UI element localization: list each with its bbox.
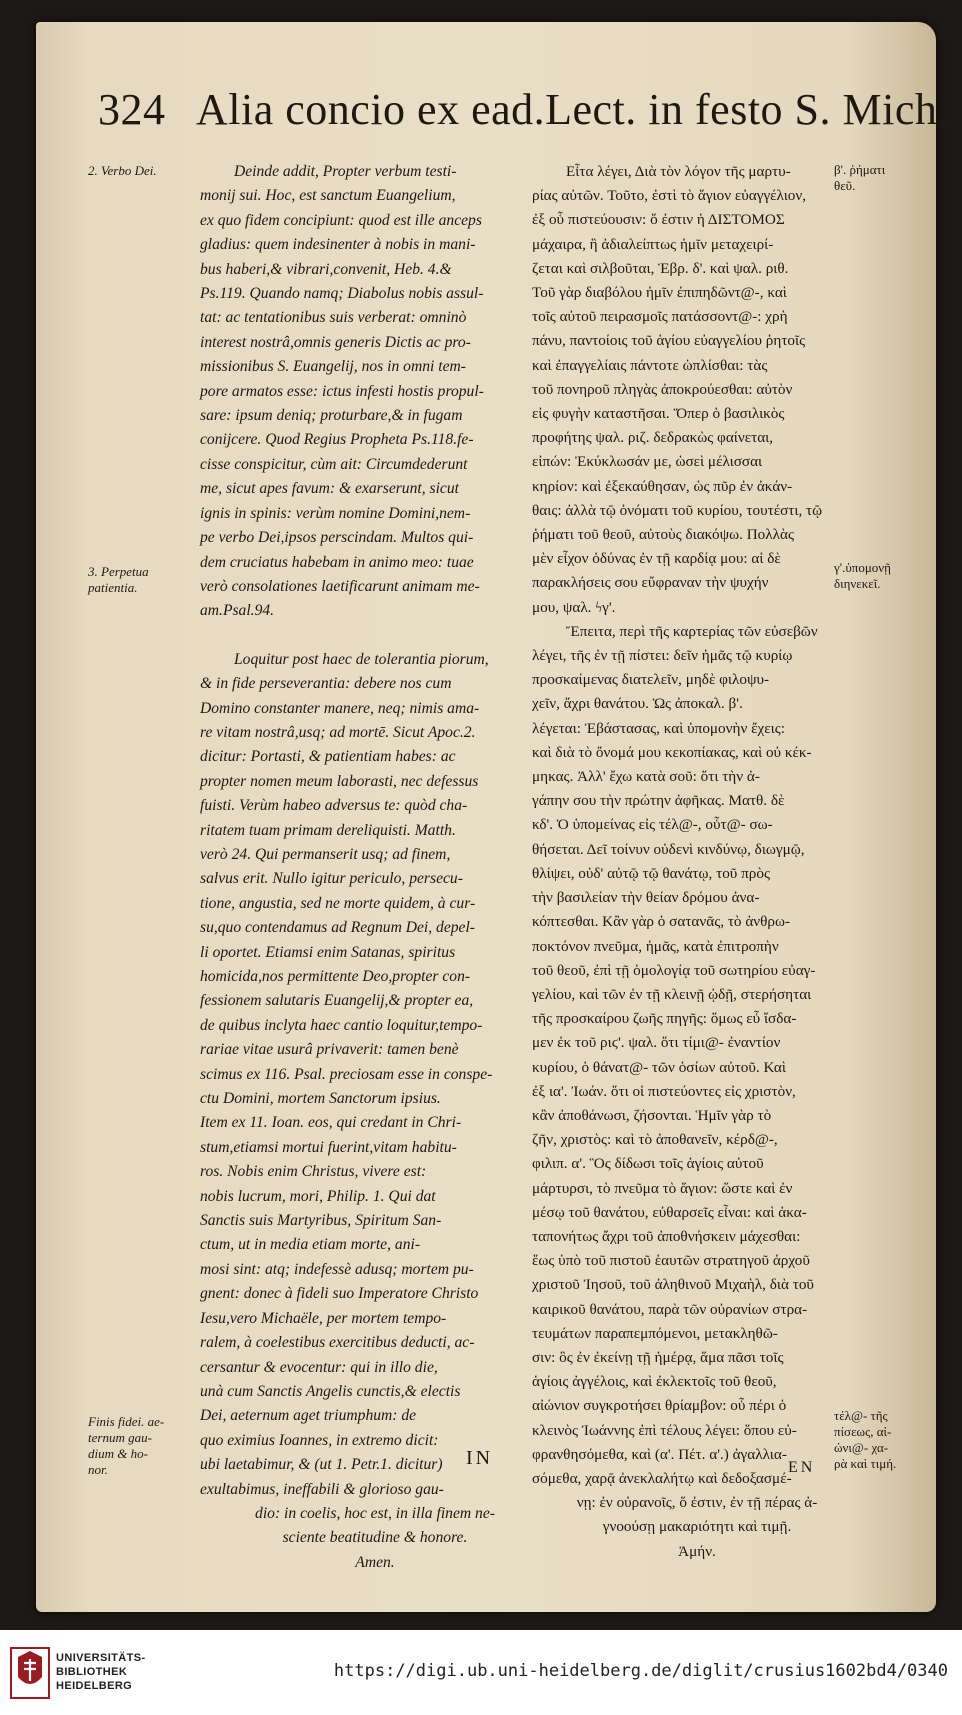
greek-text-line: θαις: ἀλλὰ τῷ ὀνόματι τοῦ κυρίου, τουτέστι, τῷ xyxy=(532,501,823,519)
greek-text-line: φιλιπ. α'. Ὃς δίδωσι τοῖς ἁγίοις αὐτοῦ xyxy=(532,1155,764,1173)
latin-text-line: dio: in coelis, hoc est, in illa finem ne- xyxy=(255,1504,495,1522)
latin-text-line: ubi laetabimur, & (ut 1. Petr.1. dicitur) xyxy=(200,1456,443,1474)
latin-text-line: fuisti. Verùm habeo adversus te: quòd cha- xyxy=(200,797,468,815)
greek-text-line: τῆς προσκαίρου ζωῆς πηγῆς: ὅμως εὖ ἴσδα- xyxy=(532,1010,797,1028)
latin-text-line: salvus erit. Nullo igitur periculo, persecu- xyxy=(200,870,463,888)
margin-note-telos-2: πίσεως, αἰ- xyxy=(834,1424,892,1439)
margin-note-dienekei: διηνεκεῖ. xyxy=(834,576,881,591)
library-name xyxy=(56,1651,146,1693)
latin-text-line: am.Psal.94. xyxy=(200,602,275,620)
latin-text-line: Item ex 11. Ioan. eos, qui credant in Chri- xyxy=(200,1114,462,1132)
latin-text-line: verò 24. Qui permanserit usq; ad finem, xyxy=(200,845,451,863)
latin-text-line: Domino constanter manere, neq; nimis ama- xyxy=(200,699,480,717)
university-seal-logo xyxy=(10,1647,50,1699)
latin-text-line: dem cruciatus habebam in animo meo: tuae xyxy=(200,553,474,571)
greek-text-line: καὶ ἐπαγγελίαις πάντοτε ὡπλίσθαι: τὰς xyxy=(532,356,768,374)
greek-column xyxy=(532,160,862,1560)
latin-text-line: Ps.119. Quando namq; Diabolus nobis assul- xyxy=(200,285,484,303)
latin-text-line: interest nostrâ,omnis generis Dictis ac pro- xyxy=(200,333,471,351)
latin-text-line: cisse conspicitur, cùm ait: Circumdederunt xyxy=(200,455,468,473)
greek-text-line: ρίας αὐτῶν. Τοῦτο, ἐστὶ τὸ ἅγιον εὐαγγέλιον, xyxy=(532,187,807,205)
greek-text-line: κυρίου, ὁ θάνατ@- τῶν ὁσίων αὐτοῦ. Καὶ xyxy=(532,1058,786,1076)
latin-text-line: mosi sint: atq; indefessè adusq; mortem pu- xyxy=(200,1260,474,1278)
library-name-line-1: UNIVERSITÄTS- xyxy=(56,1652,146,1664)
greek-text-line: φρανθησόμεθα, καὶ (α'. Πέτ. α'.) ἀγαλλια- xyxy=(532,1445,787,1463)
greek-text-line: προσκαίμενας διατελεῖν, μηδὲ φιλοψυ- xyxy=(532,671,770,689)
latin-text-line: monij sui. Hoc, est sanctum Euangelium, xyxy=(200,187,456,205)
latin-text-line: bus haberi,& vibrari,convenit, Heb. 4.& xyxy=(200,260,452,278)
latin-text-line: rariae vitae usurâ privaverit: tamen benè xyxy=(200,1041,459,1059)
greek-text-line: μηκας. Ἀλλ' ἔχω κατὰ σοῦ: ὅτι τὴν ἀ- xyxy=(532,768,760,786)
greek-text-line: Τοῦ γὰρ διαβόλου ἡμῖν ἐπιπηδῶντ@-, καὶ xyxy=(532,284,787,302)
latin-text-line: ex quo fidem concipiunt: quod est ille anceps xyxy=(200,211,482,229)
latin-text-line: ctum, ut in media etiam morte, ani- xyxy=(200,1236,421,1254)
greek-text-line: αἰώνιον συγκροτήσει θρίαμβον: οὗ πέρι ὁ xyxy=(532,1397,787,1415)
greek-text-line: κόπτεσθαι. Κἂν γὰρ ὁ σατανᾶς, τὸ ἀνθρω- xyxy=(532,913,791,931)
latin-text-line: unà cum Sanctis Angelis cunctis,& electis xyxy=(200,1382,461,1400)
page-number: 324 xyxy=(98,85,166,134)
latin-text-line: Iesu,vero Michaële, per mortem tempo- xyxy=(200,1309,447,1327)
latin-text-line: dicitur: Portasti, & patientiam habes: ac xyxy=(200,748,456,766)
greek-text-line: γνοούσῃ μακαριότητι καὶ τιμῇ. xyxy=(602,1518,792,1536)
latin-text-line: stum,etiamsi mortui fuerint,vitam habitu- xyxy=(200,1138,457,1156)
greek-text-line: ἕως ὑπὸ τοῦ πιστοῦ ἑαυτῶν στρατηγοῦ ἀρχοῦ xyxy=(532,1252,810,1270)
greek-text-line: σιν: ὃς ἐν ἐκείνῃ τῇ ἡμέρᾳ, ἅμα πᾶσι τοῖς xyxy=(532,1348,784,1366)
margin-note-finis-fidei-4: nor. xyxy=(88,1462,108,1477)
greek-text-line: μέσῳ τοῦ θανάτου, εὐθαρσεῖς εἶναι: καὶ ἀκα- xyxy=(532,1203,807,1221)
greek-text-line: λέγει, τῆς ἐν τῇ πίστει: δεῖν ἡμᾶς τῷ κυρίῳ xyxy=(532,647,793,665)
greek-text-line: εἰς φυγὴν καταστῆσαι. Ὅπερ ὁ βασιλικὸς xyxy=(532,405,785,423)
greek-text-line: κηρίον: καὶ ἐξεκαύθησαν, ὡς πῦρ ἐν ἀκάν- xyxy=(532,477,793,495)
latin-text-line: me, sicut apes favum: & exarserunt, sicut xyxy=(200,480,459,498)
greek-text-line: εἰπών: Ἐκύκλωσάν με, ὡσεὶ μέλισσαι xyxy=(532,453,763,471)
margin-note-perpetua: 3. Perpetua xyxy=(88,564,149,579)
margin-note-finis-fidei-3: dium & ho- xyxy=(88,1446,148,1461)
greek-text-line: σόμεθα, χαρᾷ ἀνεκλαλήτῳ καὶ δεδοξασμέ- xyxy=(532,1469,792,1487)
greek-text-line: τοῦ πονηροῦ πληγὰς ἀποκρούεσθαι: αὐτὸν xyxy=(532,380,793,398)
latin-text-line: propter nomen meum laborasti, nec defessus xyxy=(200,772,479,790)
greek-text-line: θλίψει, οὐδ' αὐτῷ τῷ θανάτῳ, τοῦ πρὸς xyxy=(532,864,770,882)
greek-text-line: τευμάτων παραπεμπόμενοι, μετακληθῶ- xyxy=(532,1324,778,1342)
greek-text-line: παρακλήσεις σου εὔφραναν τὴν ψυχήν xyxy=(532,574,769,592)
margin-note-finis-fidei-2: ternum gau- xyxy=(88,1430,152,1445)
greek-text-line: κἂν ἀποθάνωσι, ζήσονται. Ἡμῖν γὰρ τὸ xyxy=(532,1106,772,1124)
greek-text-line: τὴν βασιλείαν τὴν θείαν δρόμου ἀνα- xyxy=(532,889,760,907)
permalink-url[interactable]: https://digi.ub.uni-heidelberg.de/diglit/crusius1602bd4/0340 xyxy=(333,1661,948,1681)
greek-text-line: μάρτυρσι, τὸ πνεῦμα τὸ ἅγιον: ὥστε καὶ ἐν xyxy=(532,1179,793,1197)
greek-text-line: μεν ἐκ τοῦ ριϛ'. ψαλ. ὅτι τίμι@- ἐναντίον xyxy=(532,1034,781,1052)
greek-text-line: ἐξ ια'. Ἰωάν. ὅτι οἱ πιστεύοντες εἰς χριστὸν, xyxy=(532,1082,796,1100)
greek-text-line: χεῖν, ἄχρι θανάτου. Ὡς ἀποκαλ. β'. xyxy=(532,695,743,713)
latin-text-line: li oportet. Etiamsi enim Satanas, spiritus xyxy=(200,943,456,961)
greek-text-line: προφήτης ψαλ. ριζ. δεδρακὼς φαίνεται, xyxy=(532,429,774,447)
latin-text-line: su,quo contendamus ad Regnum Dei, depel- xyxy=(200,919,475,937)
latin-text-line: Deinde addit, Propter verbum testi- xyxy=(234,163,457,180)
latin-text-line: pe verbo Dei,ipsos perscindam. Multos qui- xyxy=(200,529,474,547)
latin-text-line: Sanctis suis Martyribus, Spiritum San- xyxy=(200,1212,442,1230)
paragraph-gap xyxy=(200,624,550,648)
greek-text-line: νῃ: ἐν οὐρανοῖς, ὅ ἐστιν, ἐν τῇ πέρας ἀ- xyxy=(576,1494,818,1512)
greek-text-line: κδ'. Ὁ ὑπομείνας εἰς τέλ@-, οὗτ@- σω- xyxy=(532,816,773,834)
latin-text-line: scimus ex 116. Psal. preciosam esse in conspe- xyxy=(200,1065,493,1083)
greek-text-line: κλεινὸς Ἰωάννης ἐπὶ τέλους λέγει: ὅπου εὐ- xyxy=(532,1421,797,1439)
latin-text-line: ctu Domini, mortem Sanctorum ipsius. xyxy=(200,1090,441,1108)
greek-text-line: πάνυ, παντοίοις τοῦ ἁγίου εὐαγγελίου ῥητοῖς xyxy=(532,332,806,350)
running-head: Alia concio ex ead.Lect. in festo S. Mich. xyxy=(196,85,949,134)
greek-text-line: καιρικοῦ θανάτου, παρὰ τῶν οὐρανίων στρα- xyxy=(532,1300,808,1318)
greek-text-line: Ἔπειτα, περὶ τῆς καρτερίας τῶν εὐσεβῶν xyxy=(566,622,818,640)
margin-note-telos-3: ώνι@- χα- xyxy=(834,1440,889,1455)
margin-note-verbo-dei: 2. Verbo Dei. xyxy=(88,163,157,178)
greek-text-line: τοῦ θεοῦ, ἐπὶ τῇ ὁμολογίᾳ τοῦ σωτηρίου εὐαγ- xyxy=(532,961,816,979)
latin-text-line: tat: ac tentationibus suis verberat: omninò xyxy=(200,309,467,327)
library-name-line-3: HEIDELBERG xyxy=(56,1680,133,1692)
margin-note-telos-1: τέλ@- τῆς xyxy=(834,1408,888,1423)
latin-text-line: verò consolationes laetificarunt animam me- xyxy=(200,577,480,595)
latin-text-line: sciente beatitudine & honore. xyxy=(282,1529,468,1547)
latin-text-line: sare: ipsum deniq; proturbare,& in fugam xyxy=(200,407,463,425)
latin-text-line: re vitam nostrâ,usq; ad mortē. Sicut Apoc.2. xyxy=(200,723,476,741)
latin-text-line: tione, angustia, sed ne morte quidem, à cur- xyxy=(200,894,476,912)
latin-text-line: pore armatos esse: ictus infesti hostis propul- xyxy=(200,382,484,400)
latin-text-line: exultabimus, ineffabili & glorioso gau- xyxy=(200,1480,444,1498)
latin-text-line: ritatem tuam primam dereliquisti. Matth. xyxy=(200,821,456,839)
margin-note-hypomone: γ'.ὑπομονῇ xyxy=(834,560,891,575)
latin-text-line: fessionem salutaris Euangelij,& propter ea, xyxy=(200,992,474,1010)
greek-text-line: Ἀμήν. xyxy=(678,1542,716,1560)
viewer-footer xyxy=(0,1630,962,1715)
latin-text-line: de quibus inclyta haec cantio loquitur,tempo- xyxy=(200,1016,483,1034)
latin-text-line: ralem, à coelestibus exercitibus deducti, ac- xyxy=(200,1334,475,1352)
latin-text-line: quo eximius Ioannes, in extremo dicit: xyxy=(200,1431,439,1449)
margin-note-rhemati: β'. ῥήματι xyxy=(834,162,886,177)
latin-text-line: & in fide perseverantia: debere nos cum xyxy=(200,675,452,693)
latin-text-line: nobis lucrum, mori, Philip. 1. Qui dat xyxy=(200,1187,436,1205)
latin-text-line: Loquitur post haec de tolerantia piorum, xyxy=(234,650,489,668)
latin-text-line: ignis in spinis: verùm nomine Domini,nem- xyxy=(200,504,471,522)
book-page xyxy=(36,22,949,1612)
greek-text-line: καὶ διὰ τὸ ὄνομά μου κεκοπίακας, καὶ οὐ κέκ- xyxy=(532,743,812,761)
greek-text-line: Εἶτα λέγει, Διὰ τὸν λόγον τῆς μαρτυ- xyxy=(566,163,791,180)
greek-text-line: γελίου, καὶ τῶν ἐν τῇ κλεινῇ ᾠδῇ, στερήσηται xyxy=(532,985,812,1003)
latin-text-line: ros. Nobis enim Christus, vivere est: xyxy=(200,1163,427,1181)
greek-text-line: ἐξ οὗ πιστεύουσιν: ὅ ἐστιν ἡ ΔΙΣΤΟΜΟΣ xyxy=(532,211,785,229)
greek-text-line: λέγεται: Ἐβάστασας, καὶ ὑπομονὴν ἔχεις: xyxy=(532,719,785,737)
greek-text-line: τοῖς αὐτοῦ πειρασμοῖς πατάσσοντ@-: χρὴ xyxy=(532,308,788,326)
latin-text-line: gladius: quem indesinenter à nobis in mani- xyxy=(200,236,476,254)
greek-text-line: μάχαιρα, ἣ ἀδιαλείπτως ἡμῖν μεταχειρί- xyxy=(532,235,774,253)
greek-text-line: ῥήματι τοῦ θεοῦ, αὐτοὺς διακόψω. Πολλὰς xyxy=(532,526,794,544)
latin-column xyxy=(200,160,550,1571)
margin-note-telos-4: ρὰ καὶ τιμή. xyxy=(834,1456,897,1471)
greek-text-line: ζῆν, χριστὸς: καὶ τὸ ἀποθανεῖν, κέρδ@-, xyxy=(532,1131,778,1149)
latin-text-line: conijcere. Quod Regius Propheta Ps.118.fe- xyxy=(200,431,474,449)
greek-text-line: ταπονήτως ἄχρι τοῦ ἀποθνήσκειν μάχεσθαι: xyxy=(532,1227,801,1245)
greek-text-line: γάπην σου τὴν πρώτην ἀφῆκας. Ματθ. δὲ xyxy=(532,792,785,810)
latin-text-line: missionibus S. Euangelij, nos in omni tem- xyxy=(200,358,466,376)
latin-text-line: gnent: donec à fideli suo Imperatore Christo xyxy=(200,1285,479,1303)
greek-text-line: χριστοῦ Ἰησοῦ, τοῦ ἀληθινοῦ Μιχαὴλ, διὰ τοῦ xyxy=(532,1276,814,1294)
greek-text-line: θήσεται. Δεῖ τοίνυν οὐδενὶ κινδύνῳ, διωγμῷ, xyxy=(532,840,805,858)
latin-text-line: homicida,nos permittente Deo,propter con- xyxy=(200,968,471,985)
margin-note-theou: θεῦ. xyxy=(834,178,856,193)
greek-text-line: ζεται καὶ σιλβοῦται, Ἑβρ. δ'. καὶ ψαλ. ριθ. xyxy=(532,259,789,277)
catchword-greek: ΕΝ xyxy=(788,1459,816,1476)
greek-text-line: μου, ψαλ. ϟγ'. xyxy=(532,598,616,616)
latin-text-line: Dei, aeternum aget triumphum: de xyxy=(200,1407,417,1425)
latin-text-line: cersantur & evocentur: qui in illo die, xyxy=(200,1358,438,1376)
margin-note-finis-fidei-1: Finis fidei. ae- xyxy=(88,1414,165,1429)
library-name-line-2: BIBLIOTHEK xyxy=(56,1666,128,1678)
greek-text-line: ποκτόνον πνεῦμα, ἡμᾶς, κατὰ ἐπιτροπὴν xyxy=(532,937,779,955)
greek-text-line: μὲν εἶχον ὀδύνας ἐν τῇ καρδίᾳ μου: αἱ δὲ xyxy=(532,550,781,568)
greek-text-line: ἁγίοις ἀγγέλοις, καὶ ἐκλεκτοῖς τοῦ θεοῦ, xyxy=(532,1373,777,1391)
page-header xyxy=(98,84,949,144)
margin-note-patientia: patientia. xyxy=(88,580,138,595)
latin-text-line: Amen. xyxy=(355,1553,395,1571)
catchword-latin: IN xyxy=(466,1447,494,1469)
